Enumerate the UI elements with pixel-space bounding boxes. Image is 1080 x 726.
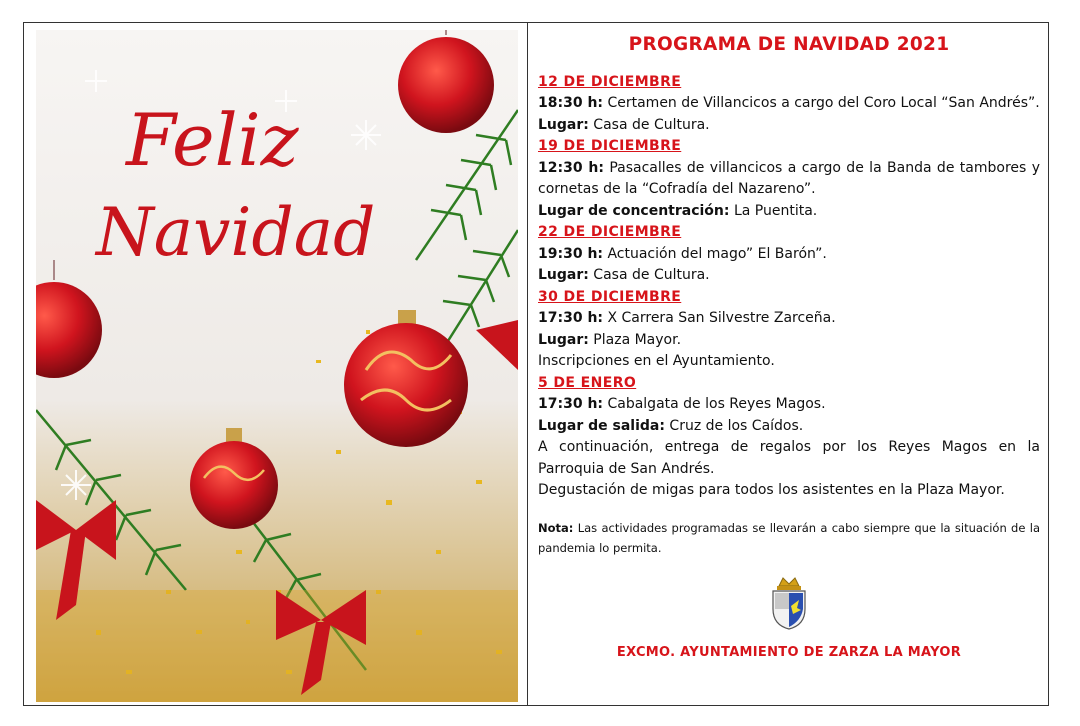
note-label: Nota: bbox=[538, 520, 574, 535]
christmas-illustration-svg bbox=[36, 30, 518, 702]
event-time: 18:30 h: bbox=[538, 95, 604, 111]
event-30-dic bbox=[538, 287, 1040, 373]
event-place bbox=[538, 330, 1040, 352]
place-label: Lugar: bbox=[538, 331, 589, 348]
event-place bbox=[538, 265, 1040, 287]
event-time: 17:30 h: bbox=[538, 396, 604, 412]
place-label: Lugar: bbox=[538, 116, 589, 133]
event-5-ene bbox=[538, 373, 1040, 502]
event-time: 12:30 h: bbox=[538, 159, 604, 176]
event-date: 19 DE DICIEMBRE bbox=[538, 138, 682, 154]
note-text: Las actividades programadas se llevarán a cabo siempre que la situación de la pandemia lo permita. bbox=[538, 520, 1040, 555]
event-time: 17:30 h: bbox=[538, 310, 604, 326]
event-19-dic bbox=[538, 136, 1040, 222]
place-label: Lugar de salida: bbox=[538, 417, 665, 434]
event-date: 30 DE DICIEMBRE bbox=[538, 288, 682, 305]
event-extra: Inscripciones en el Ayuntamiento. bbox=[538, 353, 775, 369]
event-activity: X Carrera San Silvestre Zarceña. bbox=[603, 310, 836, 326]
event-22-dic bbox=[538, 222, 1040, 287]
event-place bbox=[538, 416, 1040, 438]
event-description bbox=[538, 394, 1040, 416]
footer-organizer: EXCMO. AYUNTAMIENTO DE ZARZA LA MAYOR bbox=[616, 644, 962, 660]
event-activity: Pasacalles de villancicos a cargo de la Banda de tambores y cornetas de la “Cofradía del Nazareno”. bbox=[538, 159, 1040, 197]
place-label: Lugar: bbox=[538, 267, 589, 283]
event-activity: Actuación del mago” El Barón”. bbox=[603, 245, 827, 262]
event-date: 22 DE DICIEMBRE bbox=[538, 224, 682, 240]
event-place bbox=[538, 115, 1040, 137]
note bbox=[538, 518, 1040, 558]
event-description bbox=[538, 93, 1040, 115]
place-value: Cruz de los Caídos. bbox=[664, 417, 804, 434]
place-value: La Puentita. bbox=[729, 202, 818, 219]
event-description bbox=[538, 308, 1040, 330]
column-divider bbox=[527, 22, 528, 706]
feliz-script: Feliz bbox=[126, 98, 299, 182]
event-activity: Cabalgata de los Reyes Magos. bbox=[603, 396, 826, 412]
place-value: Casa de Cultura. bbox=[588, 267, 710, 283]
municipal-shield-icon bbox=[769, 576, 809, 630]
event-description bbox=[538, 244, 1040, 266]
event-extra-2: Degustación de migas para todos los asistentes en la Plaza Mayor. bbox=[538, 482, 1005, 498]
event-time: 19:30 h: bbox=[538, 245, 604, 262]
program-content bbox=[538, 30, 1040, 663]
event-12-dic bbox=[538, 72, 1040, 137]
christmas-illustration bbox=[36, 30, 518, 702]
program-title: PROGRAMA DE NAVIDAD 2021 bbox=[628, 34, 950, 55]
navidad-script: Navidad bbox=[96, 194, 376, 271]
event-place bbox=[538, 201, 1040, 223]
place-value: Plaza Mayor. bbox=[588, 331, 682, 348]
event-date: 12 DE DICIEMBRE bbox=[538, 73, 682, 90]
event-activity: Certamen de Villancicos a cargo del Coro Local “San Andrés”. bbox=[603, 95, 1040, 111]
event-date: 5 DE ENERO bbox=[538, 374, 637, 391]
place-label: Lugar de concentración: bbox=[538, 202, 730, 219]
place-value: Casa de Cultura. bbox=[588, 116, 710, 133]
event-description bbox=[538, 158, 1040, 201]
event-extra: A continuación, entrega de regalos por los Reyes Magos en la Parroquia de San Andrés. bbox=[538, 439, 1040, 477]
